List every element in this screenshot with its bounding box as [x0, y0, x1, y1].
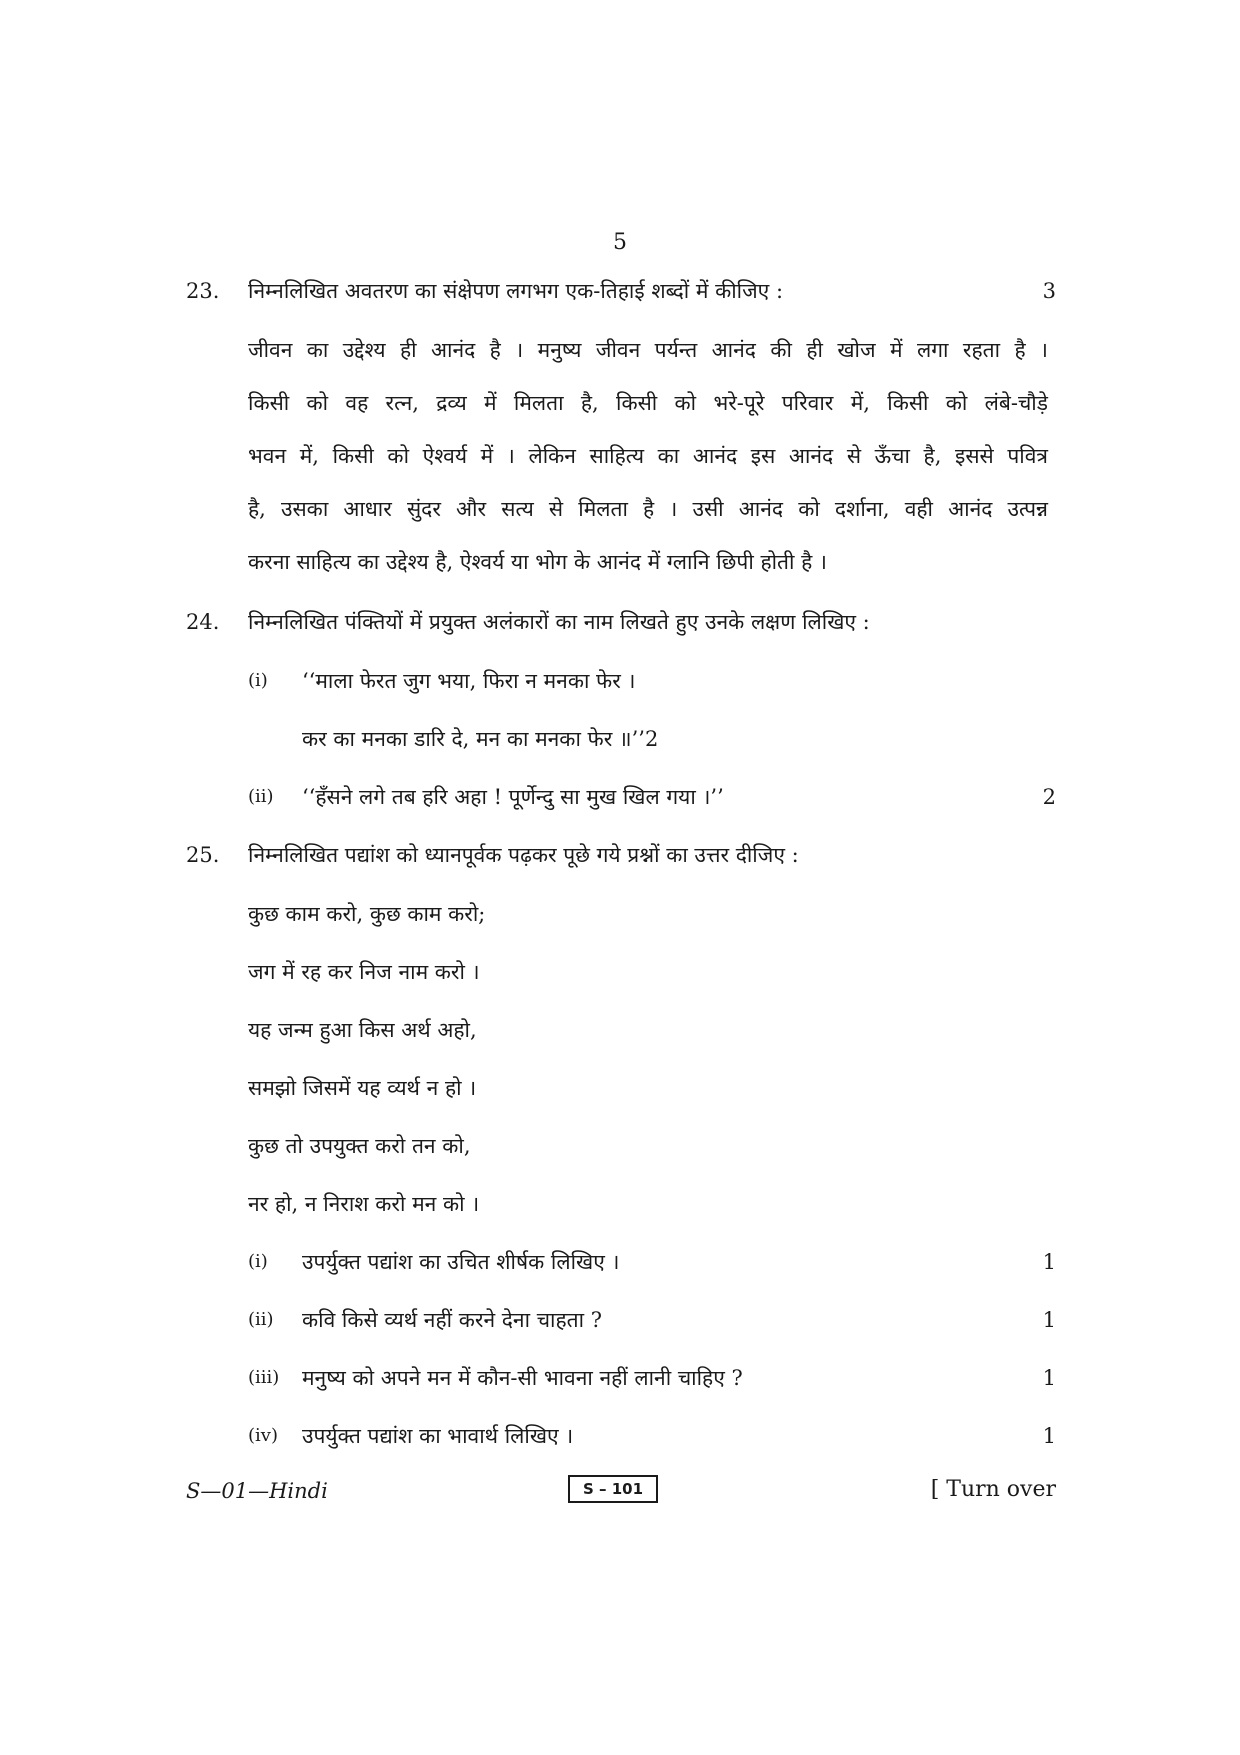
subquestion-text: उपर्युक्त पद्यांश का भावार्थ लिखिए ।: [302, 1424, 574, 1448]
paper-code: S—01—Hindi: [186, 1479, 328, 1503]
page-number: 5: [613, 230, 627, 255]
item-line: ‘‘हँसने लगे तब हरि अहा ! पूर्णेन्दु सा मुख खिल गया ।’’: [302, 785, 724, 809]
subquestion-marks: 1: [1042, 1308, 1056, 1332]
question-marks: 3: [1042, 279, 1056, 303]
subquestion: [248, 1361, 1056, 1419]
question-prompt: निम्नलिखित पंक्तियों में प्रयुक्त अलंकारों का नाम लिखते हुए उनके लक्षण लिखिए :: [248, 610, 870, 634]
question-24-item-2: [248, 780, 1056, 814]
passage-line: है, उसका आधार सुंदर और सत्य से मिलता है । उसी आनंद को दर्शाना, वही आनंद उत्पन्न: [248, 497, 1048, 521]
poem-line: कुछ तो उपयुक्त करो तन को,: [248, 1134, 471, 1158]
subquestion-label: (iii): [248, 1367, 280, 1388]
subquestion-marks: 1: [1042, 1366, 1056, 1390]
poem-line: कुछ काम करो, कुछ काम करो;: [248, 902, 486, 926]
subquestion-marks: 1: [1042, 1250, 1056, 1274]
subquestion-text: उपर्युक्त पद्यांश का उचित शीर्षक लिखिए ।: [302, 1250, 620, 1274]
subquestion-label: (ii): [248, 1309, 274, 1330]
item-label: (ii): [248, 786, 274, 807]
subquestion-marks: 1: [1042, 1424, 1056, 1448]
passage-line: किसी को वह रत्न, द्रव्य में मिलता है, किसी को भरे-पूरे परिवार में, किसी को लंबे-चौड़े: [248, 391, 1048, 415]
subquestion-text: मनुष्य को अपने मन में कौन-सी भावना नहीं लानी चाहिए ?: [302, 1366, 743, 1390]
subquestion: [248, 1303, 1056, 1361]
series-code-box: S – 101: [568, 1475, 658, 1503]
question-number: 25.: [186, 843, 220, 867]
passage-line: जीवन का उद्देश्य ही आनंद है । मनुष्य जीवन पर्यन्त आनंद की ही खोज में लगा रहता है ।: [248, 338, 1048, 362]
question-25-subquestions: [248, 1245, 1056, 1477]
question-number: 23.: [186, 279, 220, 303]
passage-line: भवन में, किसी को ऐश्वर्य में । लेकिन साहित्य का आनंद इस आनंद से ऊँचा है, इससे पवित्र: [248, 444, 1048, 468]
subquestion-label: (i): [248, 1251, 268, 1272]
page-footer: [186, 1475, 1056, 1509]
item-label: (i): [248, 670, 268, 691]
question-prompt: निम्नलिखित पद्यांश को ध्यानपूर्वक पढ़कर पूछे गये प्रश्नों का उत्तर दीजिए :: [248, 843, 799, 867]
poem-line: जग में रह कर निज नाम करो ।: [248, 960, 480, 984]
subquestion-label: (iv): [248, 1425, 278, 1446]
question-number: 24.: [186, 610, 220, 634]
item-marks: 2: [1042, 785, 1056, 809]
subquestion: [248, 1245, 1056, 1303]
question-23-header: [186, 274, 1056, 308]
item-line: ‘‘माला फेरत जुग भया, फिरा न मनका फेर ।: [302, 669, 636, 693]
question-25-poem: [248, 897, 485, 1245]
poem-line: यह जन्म हुआ किस अर्थ अहो,: [248, 1018, 477, 1042]
subquestion: [248, 1419, 1056, 1477]
question-24-header: [186, 605, 1056, 639]
poem-line: नर हो, न निराश करो मन को ।: [248, 1192, 480, 1216]
turn-over-note: [ Turn over: [930, 1477, 1056, 1502]
subquestion-text: कवि किसे व्यर्थ नहीं करने देना चाहता ?: [302, 1308, 602, 1332]
question-24-item-1: [248, 664, 1056, 756]
question-23-passage: [248, 333, 1048, 598]
question-25-header: [186, 838, 1056, 872]
item-line: कर का मनका डारि दे, मन का मनका फेर ॥’’2: [302, 727, 659, 751]
passage-line: करना साहित्य का उद्देश्य है, ऐश्वर्य या भोग के आनंद में ग्लानि छिपी होती है ।: [248, 550, 827, 574]
question-prompt: निम्नलिखित अवतरण का संक्षेपण लगभग एक-तिहाई शब्दों में कीजिए :: [248, 279, 784, 303]
poem-line: समझो जिसमें यह व्यर्थ न हो ।: [248, 1076, 477, 1100]
